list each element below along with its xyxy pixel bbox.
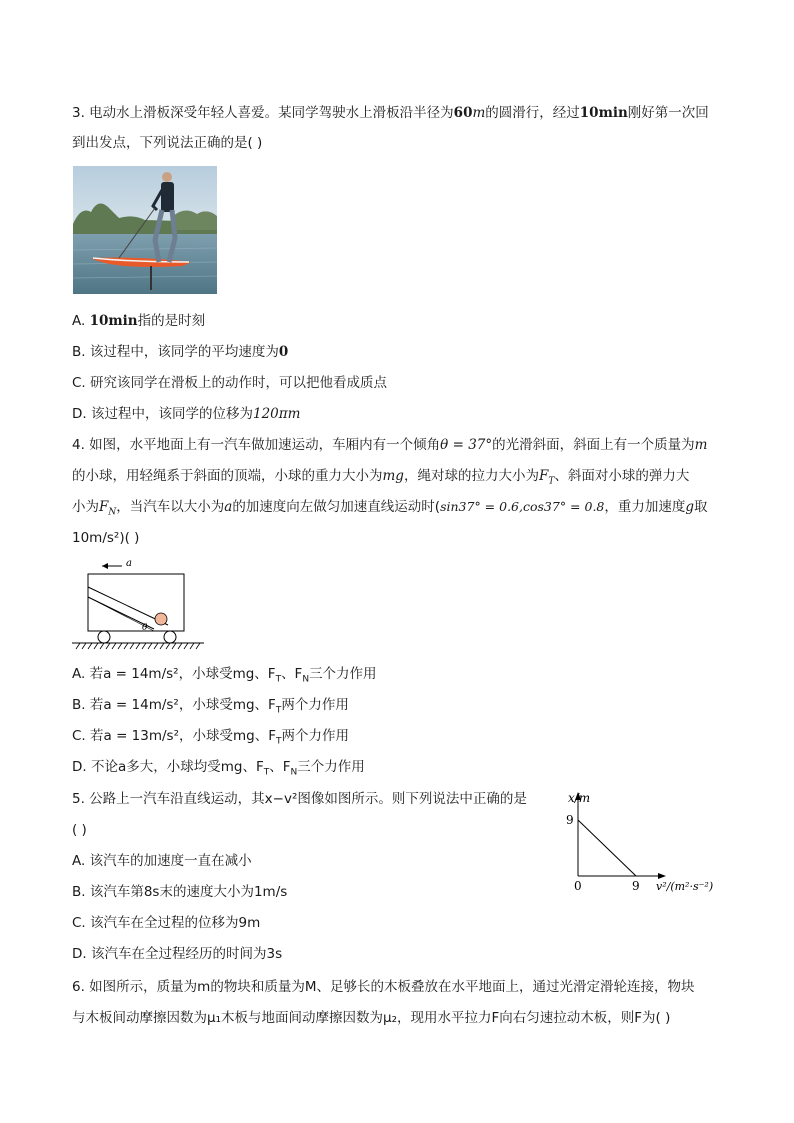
q4-mass: m	[694, 437, 708, 453]
q3-stem-line2: 到出发点，下列说法正确的是( )	[72, 135, 263, 151]
q3-opt-a-value: 10min	[89, 313, 138, 329]
q3-stem-text: 3. 电动水上滑板深受年轻人喜爱。某同学驾驶水上滑板沿半径为	[72, 105, 454, 121]
q4-fig-theta-label: θ	[142, 623, 148, 633]
q4-option-b	[72, 695, 349, 721]
q5-paren: ( )	[72, 822, 87, 838]
q4-ft-sub: T	[548, 476, 555, 487]
q4-opt-d-text: 、F	[269, 759, 291, 775]
q4-text: 取	[694, 499, 708, 515]
q3-opt-d-text: D. 该过程中，该同学的位移为	[72, 406, 253, 422]
q4-opt-b-sub-t: T	[275, 705, 282, 716]
q4-text: 小为	[72, 499, 99, 515]
q4-stem-line4: 10m/s²)( )	[72, 530, 140, 546]
q4-figure	[72, 557, 204, 653]
q4-opt-a-text: 三个力作用	[309, 666, 377, 682]
q3-opt-a-label: A.	[72, 313, 90, 329]
q3-option-b	[72, 342, 288, 362]
q3-stem-text2: 的圆滑行，经过	[485, 105, 580, 121]
q5-option-d: D. 该汽车在全过程经历的时间为3s	[72, 946, 283, 962]
q5-graph-xtick: 9	[632, 879, 640, 893]
q4-mg: mg	[382, 468, 404, 484]
q5-graph-origin: 0	[574, 879, 582, 893]
q4-text: ，绳对球的拉力大小为	[403, 468, 539, 484]
q3-opt-b-text: B. 该过程中，该同学的平均速度为	[72, 344, 279, 360]
q5-stem: 5. 公路上一汽车沿直线运动，其x−v²图像如图所示。则下列说法中正确的是	[72, 791, 527, 807]
q3-radius: 60	[453, 105, 473, 121]
q4-text: 、斜面对小球的弹力大	[554, 468, 690, 484]
q5-option-b: B. 该汽车第8s末的速度大小为1m/s	[72, 884, 288, 900]
q4-opt-d-text: D. 不论a多大，小球均受mg、F	[72, 759, 264, 775]
q4-ft: F	[538, 468, 549, 484]
q4-text: 的小球，用轻绳系于斜面的顶端，小球的重力大小为	[72, 468, 383, 484]
q3-opt-b-value: 0	[278, 344, 289, 360]
q4-text: 4. 如图，水平地面上有一汽车做加速运动，车厢内有一个倾角	[72, 437, 441, 453]
q4-option-a	[72, 664, 377, 690]
q4-opt-b-text: B. 若a = 14m/s²，小球受mg、F	[72, 697, 276, 713]
q5-graph-ytick: 9	[566, 813, 574, 827]
q4-opt-a-sub-n: N	[302, 674, 310, 685]
q3-unit: m	[472, 105, 486, 121]
q4-trig: sin37° = 0.6,cos37° = 0.8	[440, 499, 605, 514]
q4-opt-c-sub-t: T	[275, 736, 282, 747]
q4-fn: F	[99, 499, 109, 515]
q4-stem-line2	[72, 466, 689, 492]
q4-theta: θ = 37°	[440, 437, 493, 453]
q5-option-c: C. 该汽车在全过程的位移为9m	[72, 915, 261, 931]
q6-stem-line2: 与木板间动摩擦因数为μ₁木板与地面间动摩擦因数为μ₂，现用水平拉力F向右匀速拉动木板，则F为( )	[72, 1010, 671, 1026]
q3-option-a	[72, 311, 205, 331]
q4-opt-a-text: 、F	[281, 666, 303, 682]
q4-opt-d-sub-t: T	[263, 767, 270, 778]
q4-stem-line3	[72, 497, 708, 523]
q5-graph-ylabel: x/m	[568, 791, 591, 805]
q4-stem-line1	[72, 435, 707, 455]
q4-opt-a-sub-t: T	[275, 674, 282, 685]
q4-text: ，当汽车以大小为	[116, 499, 225, 515]
q4-opt-c-text: 两个力作用	[281, 728, 349, 744]
q3-option-c: C. 研究该同学在滑板上的动作时，可以把他看成质点	[72, 375, 388, 391]
q4-acc: a	[224, 499, 233, 515]
q4-opt-d-sub-n: N	[290, 767, 298, 778]
q4-opt-a-text: A. 若a = 14m/s²，小球受mg、F	[72, 666, 276, 682]
q5-graph-xlabel: v²/(m²·s⁻²)	[656, 880, 714, 893]
q5-option-a: A. 该汽车的加速度一直在减小	[72, 853, 252, 869]
q4-fig-a-label: a	[126, 558, 132, 569]
q3-stem-line1	[72, 103, 709, 123]
q4-option-d	[72, 757, 365, 783]
q4-fn-sub: N	[108, 507, 117, 518]
q4-text: 的加速度向左做匀加速直线运动时(	[232, 499, 441, 515]
q3-photo	[73, 166, 217, 294]
q3-option-d	[72, 404, 300, 424]
q4-text: 的光滑斜面，斜面上有一个质量为	[492, 437, 695, 453]
q3-time: 10min	[579, 105, 628, 121]
q4-option-c	[72, 726, 349, 752]
q3-stem-text3: 刚好第一次回	[627, 105, 709, 121]
q6-stem-line1: 6. 如图所示，质量为m的物块和质量为M、足够长的木板叠放在水平地面上，通过光滑定滑轮连接，物块	[72, 979, 695, 995]
q4-opt-b-text: 两个力作用	[281, 697, 349, 713]
q4-g: g	[685, 499, 695, 515]
q4-opt-d-text: 三个力作用	[297, 759, 365, 775]
q5-graph	[560, 786, 730, 896]
q4-opt-c-text: C. 若a = 13m/s²，小球受mg、F	[72, 728, 276, 744]
q3-opt-d-value: 120πm	[252, 406, 301, 422]
q3-opt-a-text: 指的是时刻	[137, 313, 206, 329]
q4-text: ，重力加速度	[604, 499, 686, 515]
